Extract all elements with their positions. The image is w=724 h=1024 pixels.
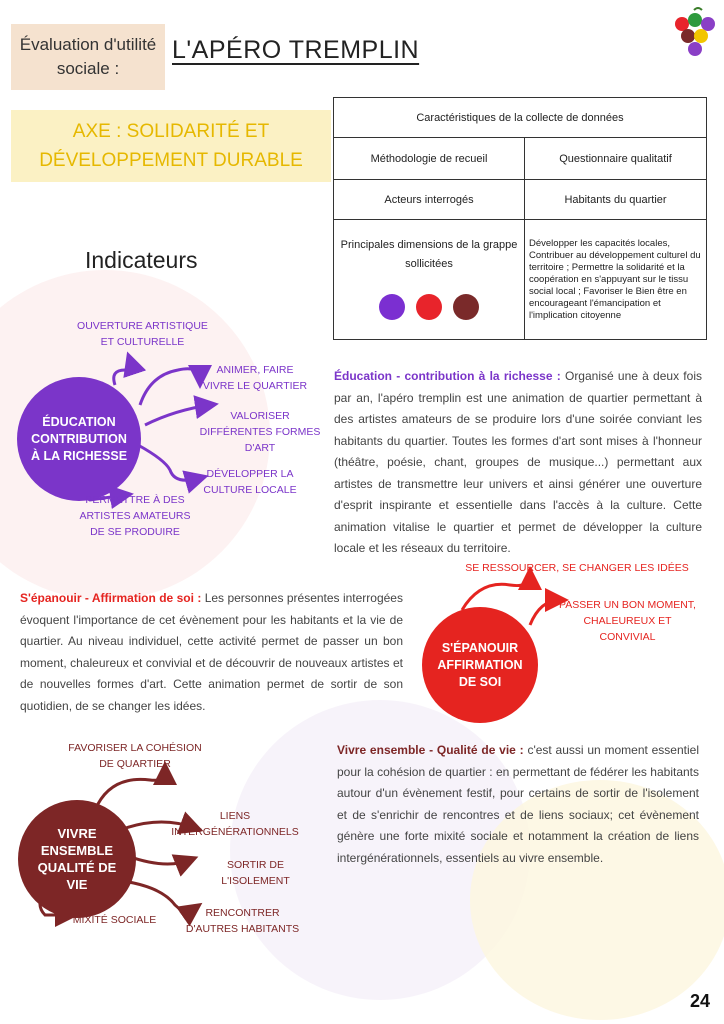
label-developper: DÉVELOPPER LA CULTURE LOCALE: [203, 468, 297, 496]
epanouir-paragraph: [20, 588, 403, 717]
table-row-value: Questionnaire qualitatif: [525, 138, 707, 180]
label-permettre: PERMETTRE À DES ARTISTES AMATEURS DE SE PRODUIRE: [79, 494, 191, 538]
label-isolement: SORTIR DE L'ISOLEMENT: [221, 859, 290, 887]
label-cohesion: FAVORISER LA COHÉSION DE QUARTIER: [68, 742, 202, 770]
table-header: Caractéristiques de la collecte de données: [334, 98, 707, 138]
label-liens: LIENS INTERGÉNÉRATIONNELS: [171, 810, 299, 838]
label-rencontrer: RENCONTRER D'AUTRES HABITANTS: [185, 907, 300, 935]
education-text: Organisé une à deux fois par an, l'apéro tremplin est une animation de quartier permettant à des artistes amateurs de se produire lors d'une soirée conviant les habitants du quartier. Toutes les formes d'art sont mises à l'honneur (théâtre, poésie, chant, groupes de musique...) permettant aux artistes de transmettre leur univers et ainsi générer une ouverture d'esprit inspirante et essentielle dans l'accès à la culture. Cette animation vitalise le quartier et permet de développer la culture locale et les réseaux du territoire.: [334, 369, 702, 555]
vivre-paragraph: [337, 740, 699, 869]
label-animer: ANIMER, FAIRE VIVRE LE QUARTIER: [202, 364, 308, 392]
epanouir-lead: S'épanouir - Affirmation de soi :: [20, 591, 202, 605]
vivre-bubble-label: VIVRE ENSEMBLE QUALITÉ DE VIE: [37, 826, 117, 892]
axe-label: AXE : SOLIDARITÉ ET DÉVELOPPEMENT DURABLE: [39, 121, 303, 171]
label-bon-moment: PASSER UN BON MOMENT, CHALEUREUX ET CONVIVIAL: [559, 599, 696, 643]
education-paragraph: [334, 366, 702, 560]
page-title: L'APÉRO TREMPLIN: [172, 36, 420, 64]
indicateurs-heading: Indicateurs: [85, 247, 198, 273]
education-bubble: [17, 377, 141, 501]
table-row-value: Habitants du quartier: [525, 180, 707, 220]
page-number: 24: [689, 991, 710, 1011]
label-ouverture: OUVERTURE ARTISTIQUE ET CULTURELLE: [77, 320, 208, 348]
table-row-label: Méthodologie de recueil: [334, 138, 525, 180]
table-row-value: Développer les capacités locales, Contribuer au développement culturel du territoire ; Permettre la solidarité et la coopération en s'appuyant sur le tissu social local ; Favoriser le Bien être en encourageant l'émancipation et l'implication citoyenne: [525, 220, 707, 340]
vivre-bubble: [18, 800, 136, 918]
education-lead: Éducation - contribution à la richesse :: [334, 369, 561, 383]
epanouir-bubble-label: S'ÉPANOUIR AFFIRMATION DE SOI: [437, 640, 523, 689]
vivre-lead: Vivre ensemble - Qualité de vie :: [337, 743, 524, 757]
evaluation-label: Évaluation d'utilité sociale :: [19, 35, 157, 78]
vivre-text: c'est aussi un moment essentiel pour la cohésion de quartier : en permettant de fédérer les habitants autour d'un évènement festif, pour certains de sortir de l'isolement et de s'enrichir de rencontres et de liens sociaux; cet évènement génère une forte mixité sociale et notamment la création de liens intergénérationnels, essentiels au vivre ensemble.: [337, 743, 699, 865]
table-row-label: Acteurs interrogés: [334, 180, 525, 220]
epanouir-text: Les personnes présentes interrogées évoquent l'importance de cet évènement pour les habitants et la vie de quartier. Au niveau individuel, cette activité permet de passer un bon moment, chaleureux et convivial et de découvrir de nouveaux artistes et de nouvelles formes d'art. Cette animation permet de sortir de son quotidien, de se changer les idées.: [20, 591, 403, 713]
epanouir-bubble: [422, 607, 538, 723]
label-mixite: MIXITÉ SOCIALE: [72, 914, 157, 926]
label-ressourcer: SE RESSOURCER, SE CHANGER LES IDÉES: [465, 562, 689, 574]
table-row-label: Principales dimensions de la grappe sollicitées: [340, 239, 518, 270]
label-valoriser: VALORISER DIFFÉRENTES FORMES D'ART: [199, 410, 321, 454]
education-bubble-label: ÉDUCATION CONTRIBUTION À LA RICHESSE: [30, 414, 128, 463]
